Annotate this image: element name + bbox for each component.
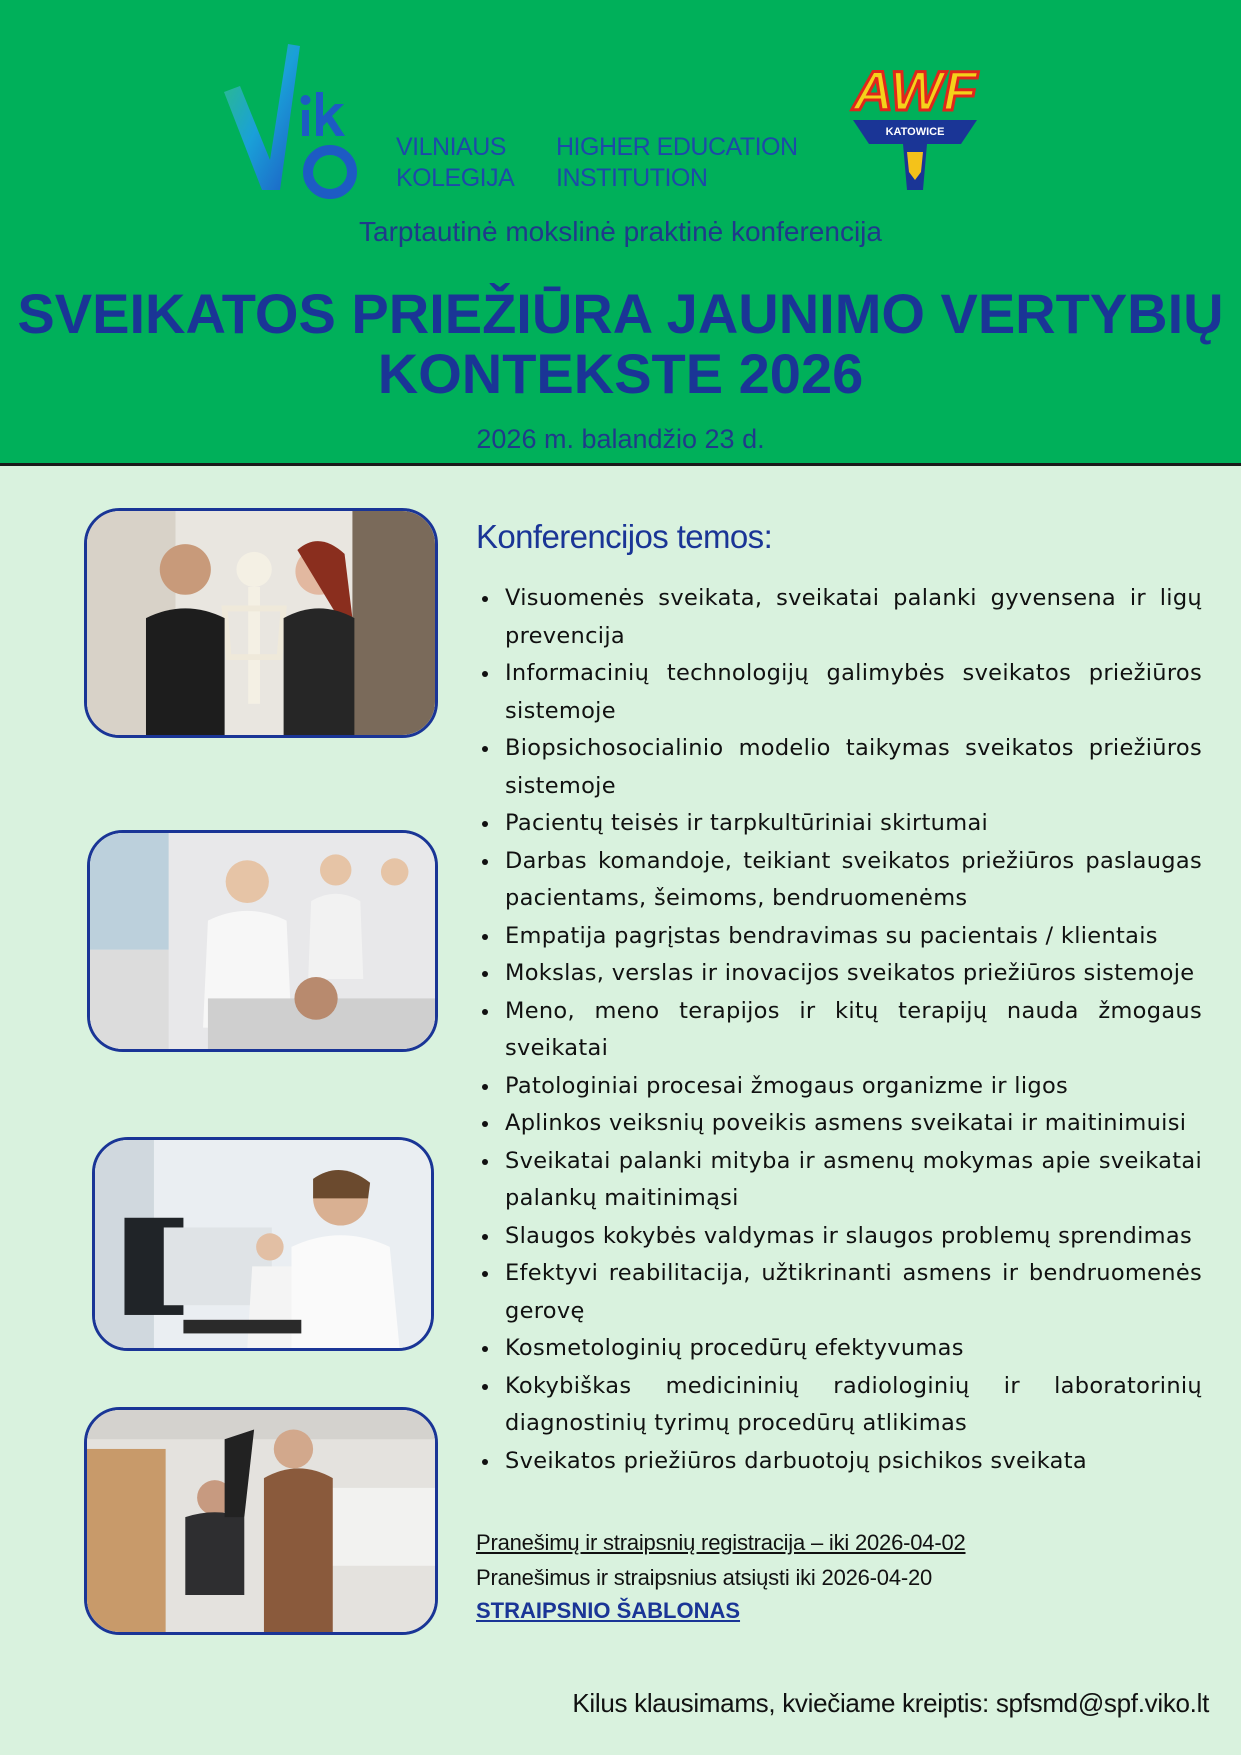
topic-item: Darbas komandoje, teikiant sveikatos priežiūros paslaugas pacientams, šeimoms, bendruomenėms — [476, 843, 1202, 918]
conference-type: Tarptautinė mokslinė praktinė konferencija — [359, 216, 882, 247]
topic-item: Biopsichosocialinio modelio taikymas sveikatos priežiūros sistemoje — [476, 730, 1202, 805]
topic-item: Visuomenės sveikata, sveikatai palanki gyvensena ir ligų prevencija — [476, 580, 1202, 655]
topic-item: Sveikatai palanki mityba ir asmenų mokymas apie sveikatai palankų maitinimąsi — [476, 1143, 1202, 1218]
topic-item: Mokslas, verslas ir inovacijos sveikatos priežiūros sistemoje — [476, 955, 1202, 993]
header-banner — [0, 0, 1241, 466]
topic-item: Informacinių technologijų galimybės sveikatos priežiūros sistemoje — [476, 655, 1202, 730]
viko-logo-icon — [218, 40, 378, 200]
topic-item: Kokybiškas medicininių radiologinių ir laboratorinių diagnostinių tyrimų procedūrų atlikimas — [476, 1368, 1202, 1443]
topic-item: Slaugos kokybės valdymas ir slaugos problemų sprendimas — [476, 1218, 1202, 1256]
topic-item: Meno, meno terapijos ir kitų terapijų nauda žmogaus sveikatai — [476, 993, 1202, 1068]
viko-name: VILNIAUS KOLEGIJA — [396, 133, 515, 192]
registration-deadline[interactable]: Pranešimų ir straipsnių registracija – iki 2026-04-02 — [476, 1530, 966, 1555]
viko-subtitle: HIGHER EDUCATION INSTITUTION — [556, 133, 798, 192]
article-template-link[interactable]: STRAIPSNIO ŠABLONAS — [476, 1598, 741, 1623]
page-title: SVEIKATOS PRIEŽIŪRA JAUNIMO VERTYBIŲ KONTEKSTE 2026 — [17, 282, 1224, 405]
topics-heading: Konferencijos temos: — [476, 518, 773, 555]
topic-item: Sveikatos priežiūros darbuotojų psichikos sveikata — [476, 1443, 1202, 1481]
submission-deadline: Pranešimus ir straipsnius atsiųsti iki 2026-04-20 — [476, 1565, 933, 1590]
svg-text:KATOWICE: KATOWICE — [885, 126, 945, 138]
photo-anatomy-students — [84, 508, 438, 738]
svg-text:AWF: AWF — [852, 59, 978, 122]
topic-item: Empatija pagrįstas bendravimas su pacientais / klientais — [476, 918, 1202, 956]
photo-cosmetology-students — [87, 830, 438, 1052]
photo-physiotherapy-students — [84, 1407, 438, 1635]
topic-item: Efektyvi reabilitacija, užtikrinanti asmens ir bendruomenės gerovę — [476, 1255, 1202, 1330]
topic-item: Pacientų teisės ir tarpkultūriniai skirtumai — [476, 805, 1202, 843]
awf-katowice-logo-icon — [845, 48, 985, 193]
topics-list — [476, 580, 1202, 1480]
conference-date: 2026 m. balandžio 23 d. — [476, 424, 765, 454]
topic-item: Patologiniai procesai žmogaus organizme ir ligos — [476, 1068, 1202, 1106]
topic-item: Kosmetologinių procedūrų efektyvumas — [476, 1330, 1202, 1368]
topic-item: Aplinkos veiksnių poveikis asmens sveikatai ir maitinimuisi — [476, 1105, 1202, 1143]
photo-laboratory-students — [92, 1137, 434, 1351]
contact-info: Kilus klausimams, kviečiame kreiptis: spfsmd@spf.viko.lt — [572, 1688, 1209, 1718]
